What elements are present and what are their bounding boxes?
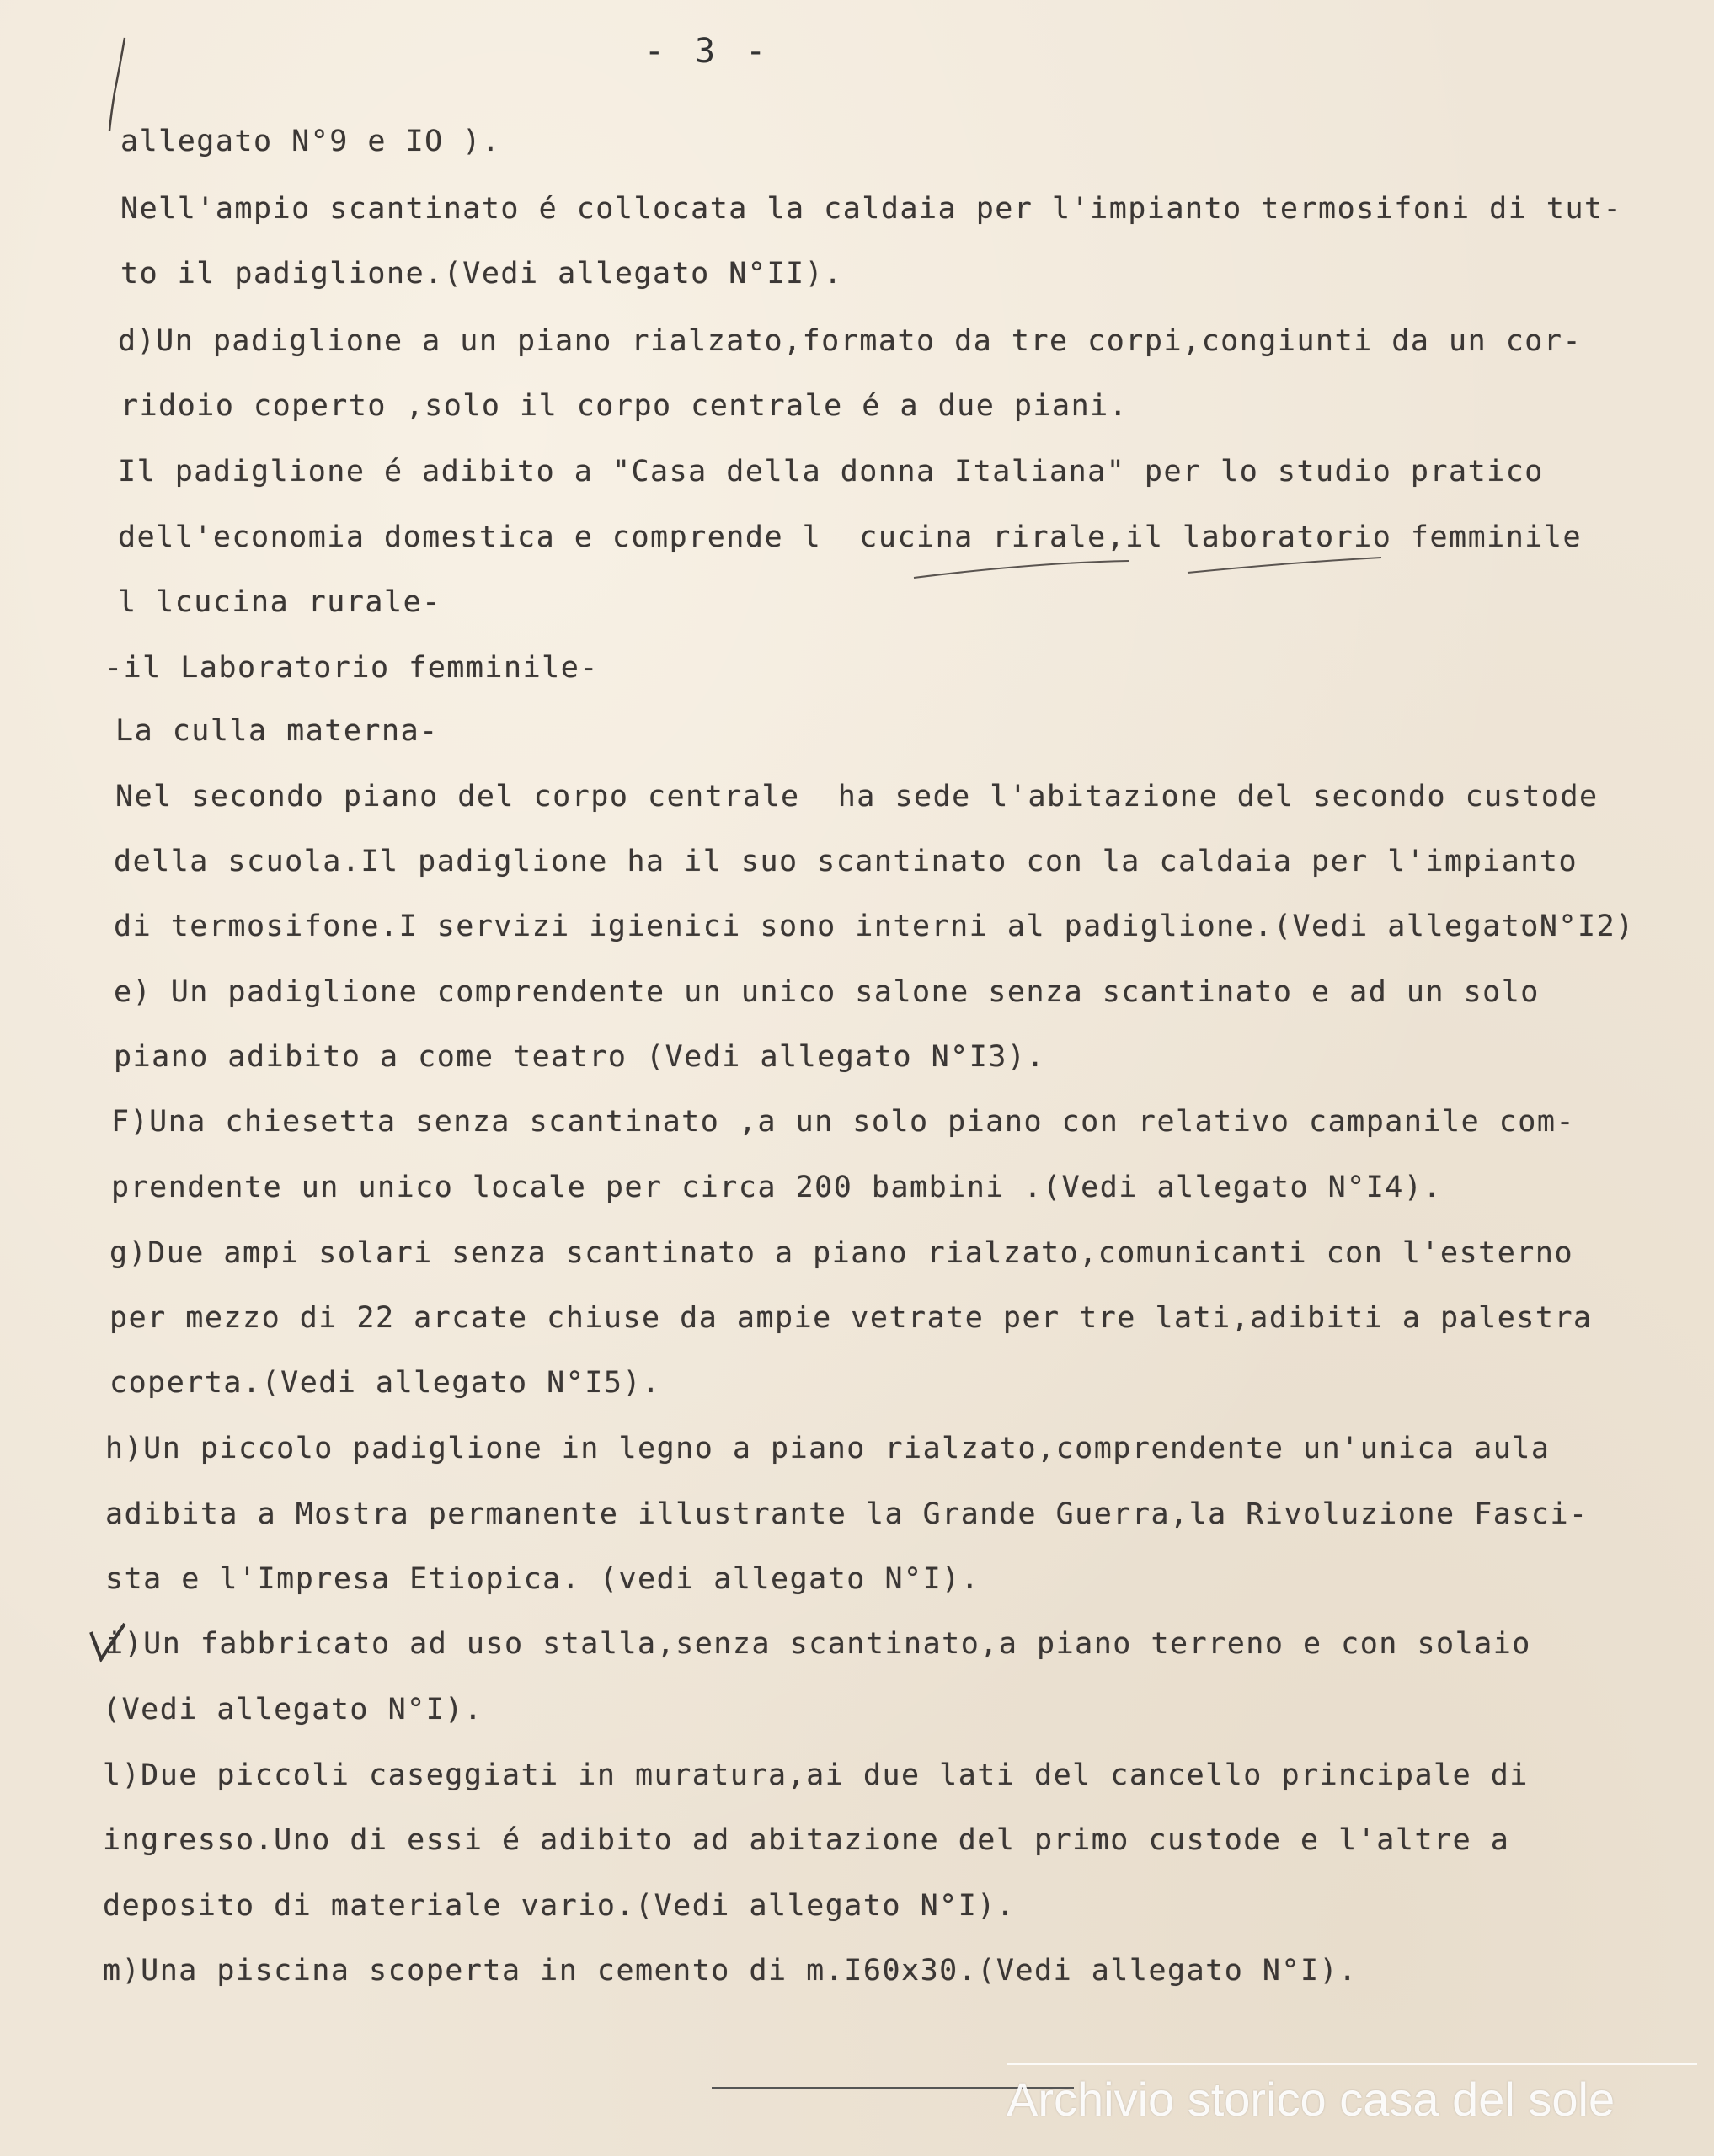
handwritten-check-mark — [84, 1617, 135, 1668]
handwritten-strikethrough — [910, 546, 1600, 588]
text-line: prendente un unico locale per circa 200 bambini .(Vedi allegato N°I4). — [111, 1171, 1443, 1204]
text-line: La culla materna- — [115, 714, 439, 748]
text-line: -il Laboratorio femminile- — [104, 651, 599, 685]
text-line: Nell'ampio scantinato é collocata la caldaia per l'impianto termosifoni di tut- — [120, 192, 1623, 226]
text-line: l lcucina rurale- — [118, 585, 441, 619]
page-number: - 3 - — [643, 32, 772, 71]
text-line: allegato N°9 e IO ). — [120, 125, 501, 158]
text-line: per mezzo di 22 arcate chiuse da ampie vetrate per tre lati,adibiti a palestra — [109, 1301, 1593, 1335]
text-line: to il padiglione.(Vedi allegato N°II). — [120, 257, 843, 291]
margin-pen-stroke — [101, 34, 135, 135]
text-line: l)Due piccoli caseggiati in muratura,ai due lati del cancello principale di — [103, 1758, 1529, 1792]
text-line: di termosifone.I servizi igienici sono interni al padiglione.(Vedi allegatoN°I2) — [114, 910, 1635, 943]
text-line: F)Una chiesetta senza scantinato ,a un solo piano con relativo campanile com- — [111, 1105, 1576, 1139]
text-line: h)Un piccolo padiglione in legno a piano rialzato,comprendente un'unica aula — [105, 1432, 1551, 1465]
text-line: della scuola.Il padiglione ha il suo scantinato con la caldaia per l'impianto — [114, 845, 1578, 878]
text-line: sta e l'Impresa Etiopica. (vedi allegato N°I). — [105, 1562, 980, 1596]
text-line: Nel secondo piano del corpo centrale ha sede l'abitazione del secondo custode — [115, 780, 1599, 814]
text-line: ingresso.Uno di essi é adibito ad abitazione del primo custode e l'altre a — [103, 1823, 1510, 1857]
text-line: Il padiglione é adibito a "Casa della donna Italiana" per lo studio pratico — [118, 455, 1544, 488]
text-line: adibita a Mostra permanente illustrante la Grande Guerra,la Rivoluzione Fasci- — [105, 1497, 1589, 1531]
text-line: e) Un padiglione comprendente un unico salone senza scantinato e ad un solo — [114, 975, 1540, 1009]
text-line: (Vedi allegato N°I). — [103, 1693, 483, 1726]
text-line: dell'economia domestica e comprende l cucina rirale,il laboratorio femminile — [118, 520, 1583, 554]
text-line: deposito di materiale vario.(Vedi allegato N°I). — [103, 1889, 1016, 1923]
text-line: piano adibito a come teatro (Vedi allegato N°I3). — [114, 1040, 1046, 1074]
archive-watermark: Archivio storico casa del sole — [1007, 2063, 1697, 2148]
text-line: m)Una piscina scoperta in cemento di m.I60x30.(Vedi allegato N°I). — [103, 1954, 1358, 1988]
text-line: coperta.(Vedi allegato N°I5). — [109, 1366, 661, 1400]
text-line: g)Due ampi solari senza scantinato a piano rialzato,comunicanti con l'esterno — [109, 1236, 1574, 1270]
text-line: i)Un fabbricato ad uso stalla,senza scantinato,a piano terreno e con solaio — [105, 1627, 1531, 1661]
text-line: ridoio coperto ,solo il corpo centrale é a due piani. — [120, 389, 1129, 423]
text-line: d)Un padiglione a un piano rialzato,formato da tre corpi,congiunti da un cor- — [118, 324, 1583, 358]
